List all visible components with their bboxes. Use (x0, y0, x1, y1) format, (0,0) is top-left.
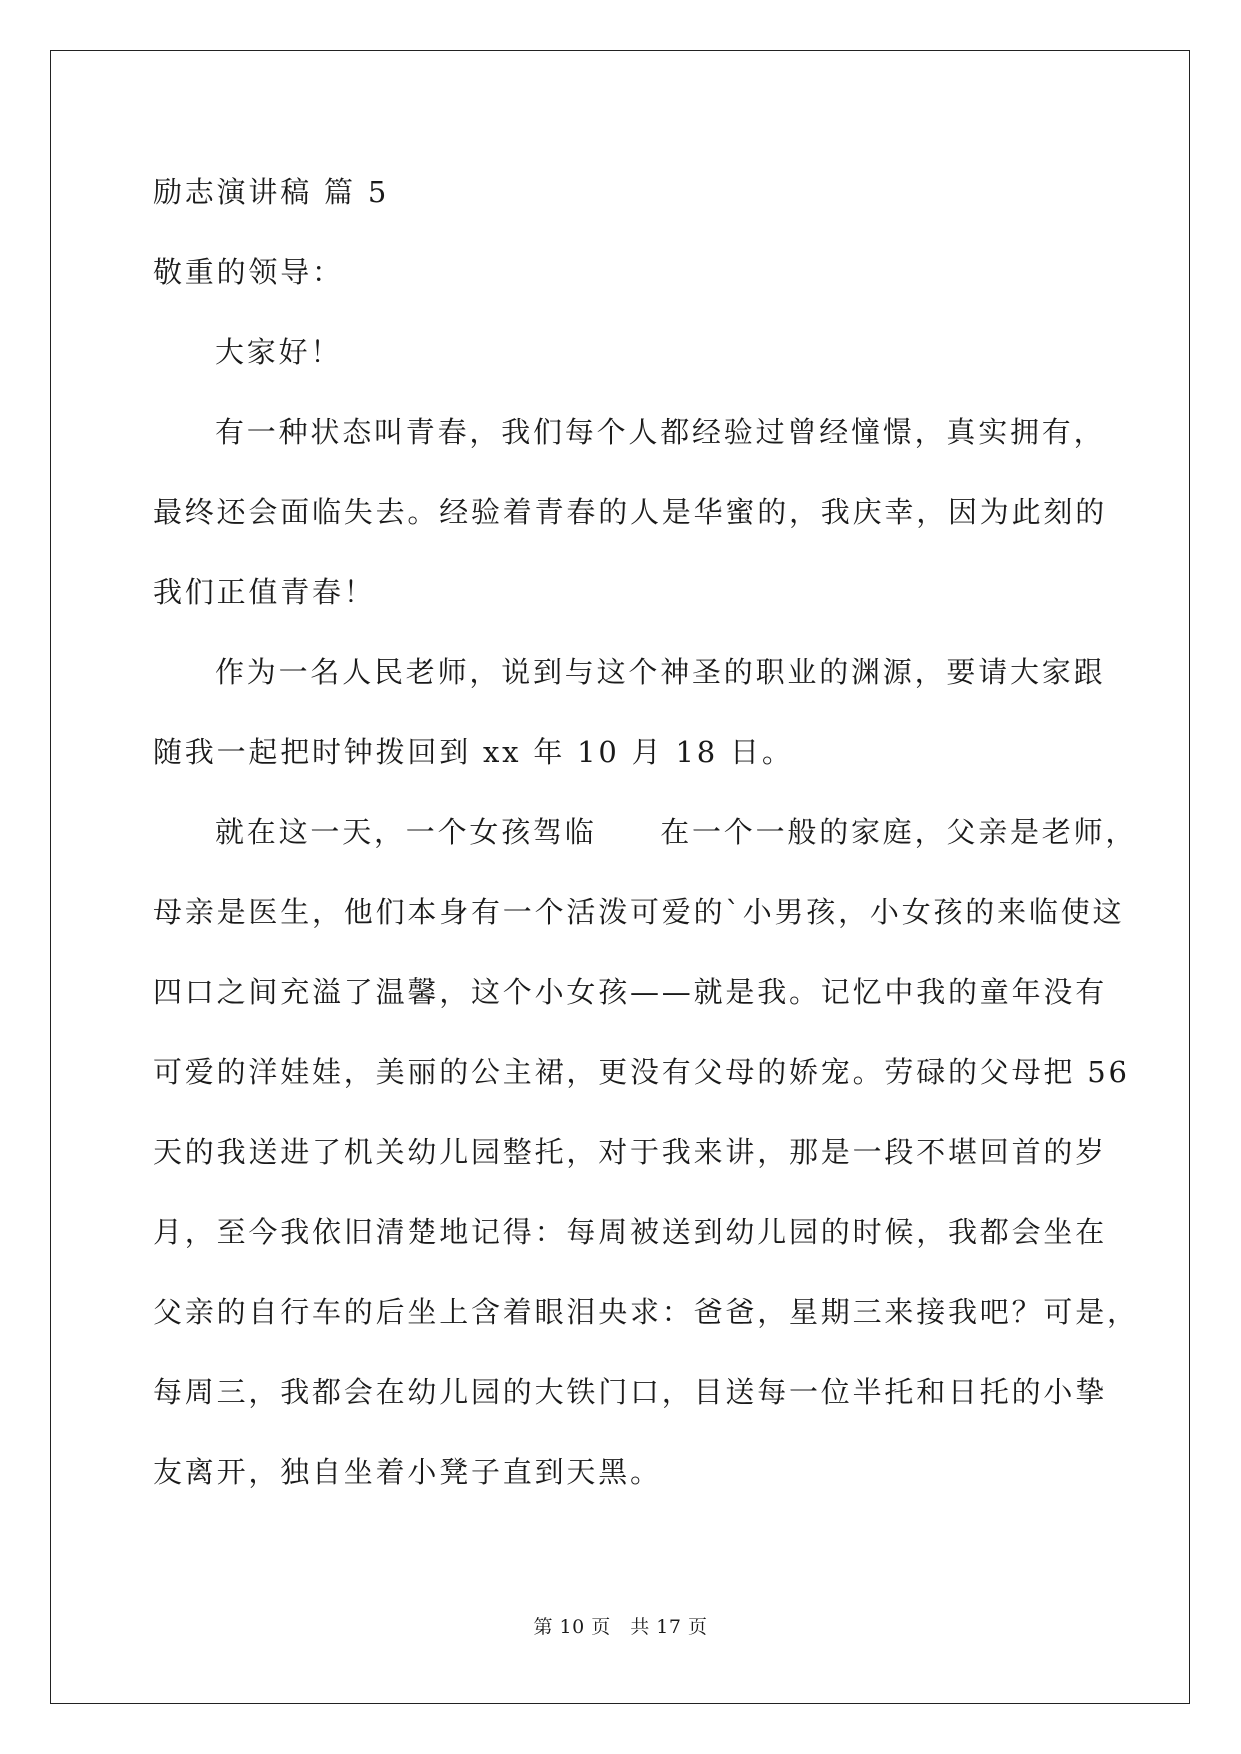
paragraph-3-line-3: 四口之间充溢了温馨，这个小女孩——就是我。记忆中我的童年没有 (153, 975, 1108, 1009)
document-title: 励志演讲稿 篇 5 (153, 175, 390, 209)
paragraph-3-line-8: 每周三，我都会在幼儿园的大铁门口，目送每一位半托和日托的小挚 (153, 1375, 1108, 1409)
paragraph-1-line-1: 有一种状态叫青春，我们每个人都经验过曾经憧憬，真实拥有， (215, 415, 1106, 449)
paragraph-3-line-7: 父亲的自行车的后坐上含着眼泪央求：爸爸，星期三来接我吧？可是， (153, 1295, 1139, 1329)
paragraph-3-line-4: 可爱的洋娃娃，美丽的公主裙，更没有父母的娇宠。劳碌的父母把 56 (153, 1055, 1130, 1089)
salutation: 敬重的领导： (153, 255, 344, 289)
page-footer (0, 1612, 1241, 1642)
greeting: 大家好！ (215, 335, 343, 369)
paragraph-2-line-2: 随我一起把时钟拨回到 xx 年 10 月 18 日。 (153, 735, 794, 769)
paragraph-1-line-3: 我们正值青春！ (153, 575, 376, 609)
paragraph-2-line-1: 作为一名人民老师，说到与这个神圣的职业的渊源，要请大家跟 (215, 655, 1106, 689)
paragraph-3-line-9: 友离开，独自坐着小凳子直到天黑。 (153, 1455, 662, 1489)
document-body (153, 160, 1139, 1520)
paragraph-3-line-5: 天的我送进了机关幼儿园整托，对于我来讲，那是一段不堪回首的岁 (153, 1135, 1108, 1169)
paragraph-1-line-2: 最终还会面临失去。经验着青春的人是华蜜的，我庆幸，因为此刻的 (153, 495, 1108, 529)
paragraph-3-line-1: 就在这一天，一个女孩驾临 在一个一般的家庭，父亲是老师， (215, 815, 1138, 849)
paragraph-3-line-6: 月，至今我依旧清楚地记得：每周被送到幼儿园的时候，我都会坐在 (153, 1215, 1108, 1249)
page-number: 第 10 页 共 17 页 (533, 1616, 708, 1638)
paragraph-3-line-2: 母亲是医生，他们本身有一个活泼可爱的`小男孩，小女孩的来临使这 (153, 895, 1125, 929)
